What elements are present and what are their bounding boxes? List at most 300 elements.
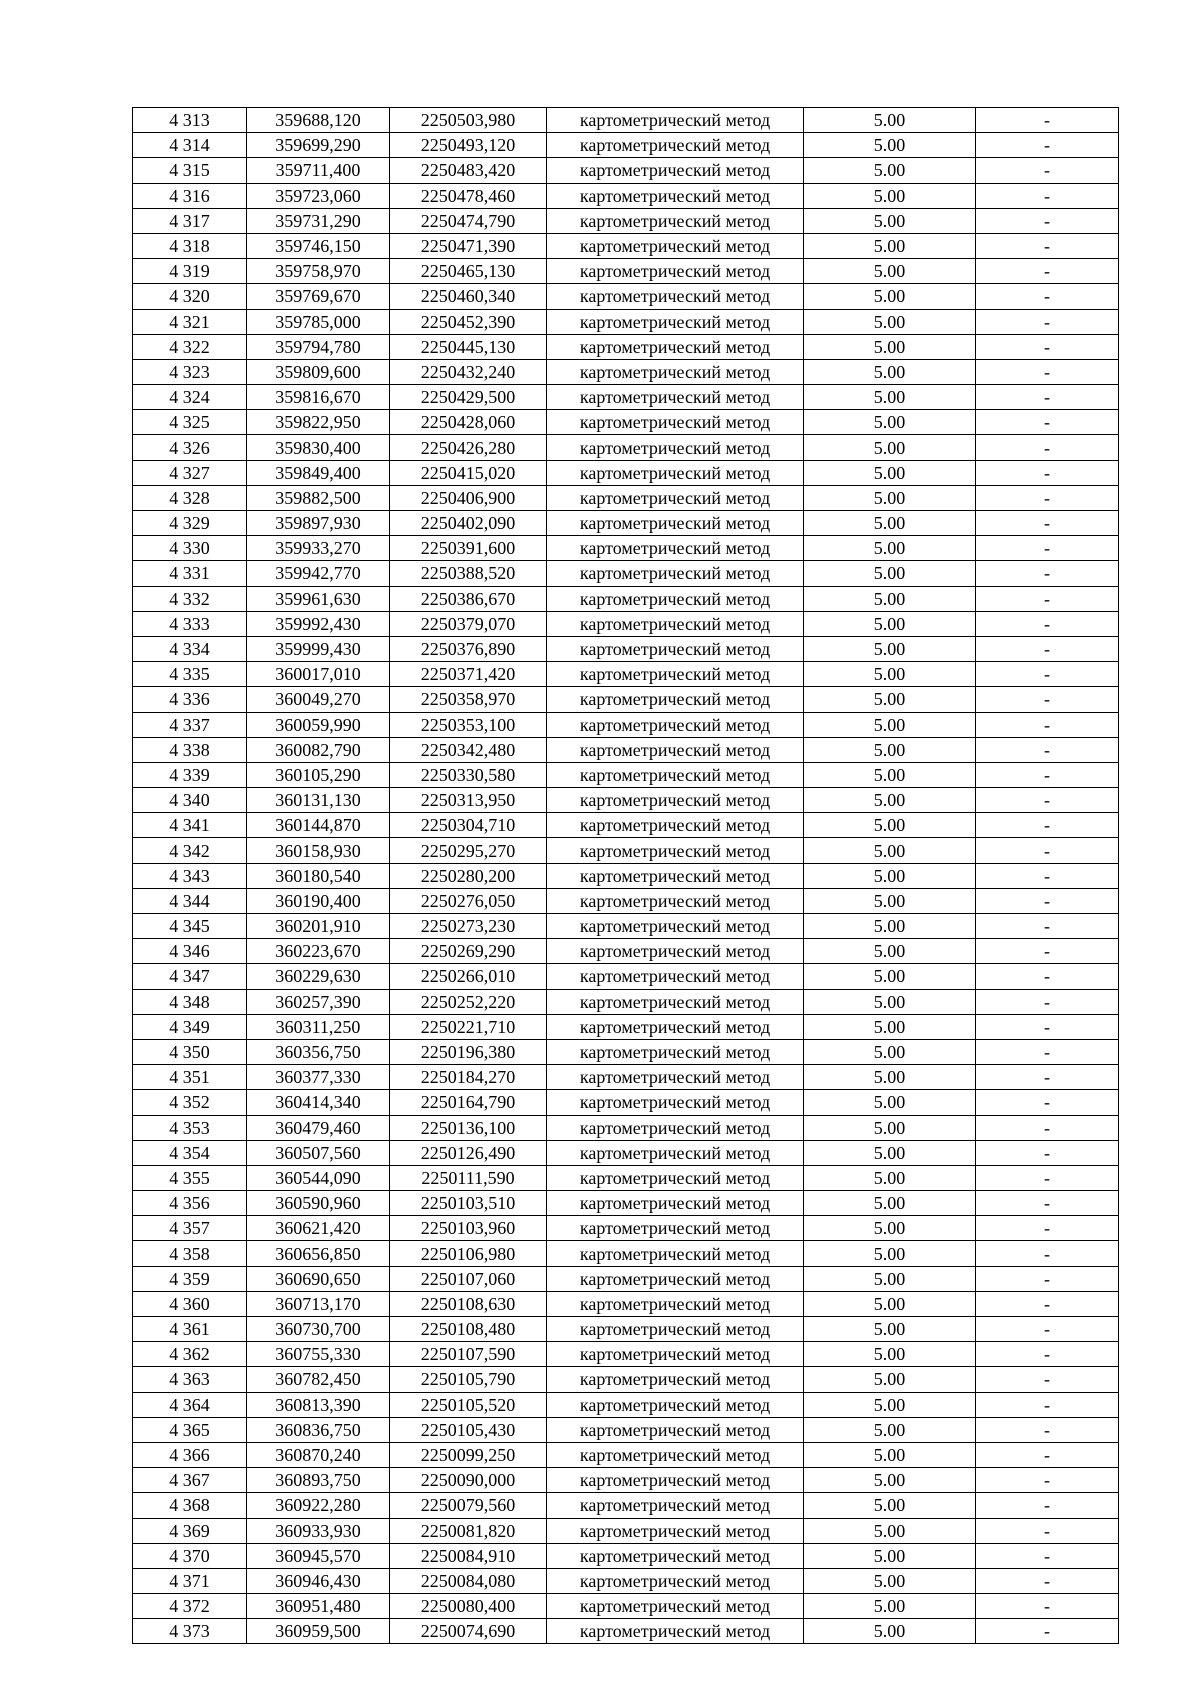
point-number-cell: 4 346 — [133, 939, 247, 964]
x-coordinate-cell: 359822,950 — [247, 410, 390, 435]
y-coordinate-cell: 2250330,580 — [390, 762, 547, 787]
y-coordinate-cell: 2250483,420 — [390, 158, 547, 183]
table-row — [133, 939, 1119, 964]
table-row — [133, 1039, 1119, 1064]
table-row — [133, 964, 1119, 989]
x-coordinate-cell: 360201,910 — [247, 914, 390, 939]
accuracy-cell: 5.00 — [804, 1039, 976, 1064]
method-cell: картометрический метод — [547, 561, 804, 586]
x-coordinate-cell: 359882,500 — [247, 485, 390, 510]
x-coordinate-cell: 359961,630 — [247, 586, 390, 611]
note-cell: - — [976, 888, 1119, 913]
note-cell: - — [976, 1493, 1119, 1518]
point-number-cell: 4 359 — [133, 1266, 247, 1291]
y-coordinate-cell: 2250105,520 — [390, 1392, 547, 1417]
point-number-cell: 4 366 — [133, 1442, 247, 1467]
method-cell: картометрический метод — [547, 1392, 804, 1417]
table-row — [133, 1241, 1119, 1266]
y-coordinate-cell: 2250081,820 — [390, 1518, 547, 1543]
y-coordinate-cell: 2250313,950 — [390, 788, 547, 813]
accuracy-cell: 5.00 — [804, 939, 976, 964]
point-number-cell: 4 335 — [133, 662, 247, 687]
method-cell: картометрический метод — [547, 1191, 804, 1216]
accuracy-cell: 5.00 — [804, 334, 976, 359]
y-coordinate-cell: 2250103,510 — [390, 1191, 547, 1216]
accuracy-cell: 5.00 — [804, 208, 976, 233]
table-row — [133, 133, 1119, 158]
method-cell: картометрический метод — [547, 636, 804, 661]
note-cell: - — [976, 1090, 1119, 1115]
point-number-cell: 4 315 — [133, 158, 247, 183]
y-coordinate-cell: 2250136,100 — [390, 1115, 547, 1140]
note-cell: - — [976, 712, 1119, 737]
accuracy-cell: 5.00 — [804, 536, 976, 561]
method-cell: картометрический метод — [547, 284, 804, 309]
point-number-cell: 4 371 — [133, 1568, 247, 1593]
note-cell: - — [976, 1241, 1119, 1266]
table-row — [133, 1291, 1119, 1316]
note-cell: - — [976, 1191, 1119, 1216]
accuracy-cell: 5.00 — [804, 1342, 976, 1367]
point-number-cell: 4 345 — [133, 914, 247, 939]
note-cell: - — [976, 636, 1119, 661]
accuracy-cell: 5.00 — [804, 1367, 976, 1392]
y-coordinate-cell: 2250196,380 — [390, 1039, 547, 1064]
table-row — [133, 1266, 1119, 1291]
table-row — [133, 1367, 1119, 1392]
accuracy-cell: 5.00 — [804, 410, 976, 435]
method-cell: картометрический метод — [547, 838, 804, 863]
table-row — [133, 334, 1119, 359]
method-cell: картометрический метод — [547, 863, 804, 888]
x-coordinate-cell: 360836,750 — [247, 1417, 390, 1442]
y-coordinate-cell: 2250266,010 — [390, 964, 547, 989]
method-cell: картометрический метод — [547, 1468, 804, 1493]
y-coordinate-cell: 2250107,590 — [390, 1342, 547, 1367]
table-row — [133, 1417, 1119, 1442]
point-number-cell: 4 314 — [133, 133, 247, 158]
table-row — [133, 989, 1119, 1014]
x-coordinate-cell: 360105,290 — [247, 762, 390, 787]
point-number-cell: 4 353 — [133, 1115, 247, 1140]
x-coordinate-cell: 360656,850 — [247, 1241, 390, 1266]
accuracy-cell: 5.00 — [804, 838, 976, 863]
y-coordinate-cell: 2250371,420 — [390, 662, 547, 687]
note-cell: - — [976, 485, 1119, 510]
x-coordinate-cell: 360311,250 — [247, 1014, 390, 1039]
point-number-cell: 4 362 — [133, 1342, 247, 1367]
point-number-cell: 4 334 — [133, 636, 247, 661]
x-coordinate-cell: 360257,390 — [247, 989, 390, 1014]
point-number-cell: 4 356 — [133, 1191, 247, 1216]
accuracy-cell: 5.00 — [804, 133, 976, 158]
y-coordinate-cell: 2250432,240 — [390, 359, 547, 384]
method-cell: картометрический метод — [547, 233, 804, 258]
x-coordinate-cell: 360959,500 — [247, 1619, 390, 1644]
point-number-cell: 4 333 — [133, 611, 247, 636]
y-coordinate-cell: 2250445,130 — [390, 334, 547, 359]
table-row — [133, 460, 1119, 485]
note-cell: - — [976, 964, 1119, 989]
note-cell: - — [976, 1442, 1119, 1467]
note-cell: - — [976, 1417, 1119, 1442]
coordinates-table — [132, 107, 1119, 1644]
x-coordinate-cell: 359942,770 — [247, 561, 390, 586]
table-row — [133, 1014, 1119, 1039]
table-row — [133, 1317, 1119, 1342]
y-coordinate-cell: 2250429,500 — [390, 385, 547, 410]
y-coordinate-cell: 2250358,970 — [390, 687, 547, 712]
point-number-cell: 4 369 — [133, 1518, 247, 1543]
x-coordinate-cell: 360951,480 — [247, 1594, 390, 1619]
point-number-cell: 4 324 — [133, 385, 247, 410]
note-cell: - — [976, 1165, 1119, 1190]
y-coordinate-cell: 2250080,400 — [390, 1594, 547, 1619]
y-coordinate-cell: 2250402,090 — [390, 511, 547, 536]
table-row — [133, 1140, 1119, 1165]
table-row — [133, 1543, 1119, 1568]
x-coordinate-cell: 360870,240 — [247, 1442, 390, 1467]
method-cell: картометрический метод — [547, 989, 804, 1014]
y-coordinate-cell: 2250126,490 — [390, 1140, 547, 1165]
point-number-cell: 4 363 — [133, 1367, 247, 1392]
note-cell: - — [976, 309, 1119, 334]
point-number-cell: 4 331 — [133, 561, 247, 586]
point-number-cell: 4 350 — [133, 1039, 247, 1064]
method-cell: картометрический метод — [547, 485, 804, 510]
y-coordinate-cell: 2250074,690 — [390, 1619, 547, 1644]
accuracy-cell: 5.00 — [804, 1468, 976, 1493]
method-cell: картометрический метод — [547, 1291, 804, 1316]
note-cell: - — [976, 1518, 1119, 1543]
y-coordinate-cell: 2250099,250 — [390, 1442, 547, 1467]
y-coordinate-cell: 2250386,670 — [390, 586, 547, 611]
table-row — [133, 359, 1119, 384]
method-cell: картометрический метод — [547, 1417, 804, 1442]
method-cell: картометрический метод — [547, 1619, 804, 1644]
point-number-cell: 4 364 — [133, 1392, 247, 1417]
table-row — [133, 1165, 1119, 1190]
y-coordinate-cell: 2250460,340 — [390, 284, 547, 309]
point-number-cell: 4 321 — [133, 309, 247, 334]
x-coordinate-cell: 360755,330 — [247, 1342, 390, 1367]
x-coordinate-cell: 360893,750 — [247, 1468, 390, 1493]
accuracy-cell: 5.00 — [804, 914, 976, 939]
note-cell: - — [976, 687, 1119, 712]
note-cell: - — [976, 1367, 1119, 1392]
method-cell: картометрический метод — [547, 737, 804, 762]
point-number-cell: 4 322 — [133, 334, 247, 359]
x-coordinate-cell: 360922,280 — [247, 1493, 390, 1518]
x-coordinate-cell: 360229,630 — [247, 964, 390, 989]
x-coordinate-cell: 359809,600 — [247, 359, 390, 384]
method-cell: картометрический метод — [547, 914, 804, 939]
x-coordinate-cell: 360414,340 — [247, 1090, 390, 1115]
note-cell: - — [976, 1619, 1119, 1644]
accuracy-cell: 5.00 — [804, 1594, 976, 1619]
y-coordinate-cell: 2250474,790 — [390, 208, 547, 233]
y-coordinate-cell: 2250471,390 — [390, 233, 547, 258]
table-row — [133, 1115, 1119, 1140]
y-coordinate-cell: 2250106,980 — [390, 1241, 547, 1266]
y-coordinate-cell: 2250084,910 — [390, 1543, 547, 1568]
table-row — [133, 788, 1119, 813]
note-cell: - — [976, 863, 1119, 888]
table-row — [133, 1442, 1119, 1467]
method-cell: картометрический метод — [547, 1140, 804, 1165]
table-row — [133, 838, 1119, 863]
note-cell: - — [976, 334, 1119, 359]
note-cell: - — [976, 435, 1119, 460]
y-coordinate-cell: 2250376,890 — [390, 636, 547, 661]
accuracy-cell: 5.00 — [804, 1317, 976, 1342]
note-cell: - — [976, 611, 1119, 636]
method-cell: картометрический метод — [547, 813, 804, 838]
x-coordinate-cell: 359758,970 — [247, 259, 390, 284]
x-coordinate-cell: 360017,010 — [247, 662, 390, 687]
x-coordinate-cell: 359794,780 — [247, 334, 390, 359]
y-coordinate-cell: 2250503,980 — [390, 108, 547, 133]
point-number-cell: 4 348 — [133, 989, 247, 1014]
point-number-cell: 4 358 — [133, 1241, 247, 1266]
accuracy-cell: 5.00 — [804, 485, 976, 510]
accuracy-cell: 5.00 — [804, 1442, 976, 1467]
table-row — [133, 888, 1119, 913]
point-number-cell: 4 344 — [133, 888, 247, 913]
table-row — [133, 1392, 1119, 1417]
method-cell: картометрический метод — [547, 1241, 804, 1266]
accuracy-cell: 5.00 — [804, 863, 976, 888]
x-coordinate-cell: 360945,570 — [247, 1543, 390, 1568]
x-coordinate-cell: 360131,130 — [247, 788, 390, 813]
x-coordinate-cell: 360713,170 — [247, 1291, 390, 1316]
accuracy-cell: 5.00 — [804, 259, 976, 284]
y-coordinate-cell: 2250108,480 — [390, 1317, 547, 1342]
table-row — [133, 863, 1119, 888]
accuracy-cell: 5.00 — [804, 1619, 976, 1644]
table-row — [133, 183, 1119, 208]
accuracy-cell: 5.00 — [804, 385, 976, 410]
table-row — [133, 485, 1119, 510]
coordinates-table-body — [133, 108, 1119, 1644]
accuracy-cell: 5.00 — [804, 1568, 976, 1593]
y-coordinate-cell: 2250221,710 — [390, 1014, 547, 1039]
y-coordinate-cell: 2250105,790 — [390, 1367, 547, 1392]
accuracy-cell: 5.00 — [804, 1392, 976, 1417]
accuracy-cell: 5.00 — [804, 1266, 976, 1291]
note-cell: - — [976, 989, 1119, 1014]
table-row — [133, 636, 1119, 661]
note-cell: - — [976, 385, 1119, 410]
y-coordinate-cell: 2250273,230 — [390, 914, 547, 939]
method-cell: картометрический метод — [547, 511, 804, 536]
x-coordinate-cell: 360813,390 — [247, 1392, 390, 1417]
method-cell: картометрический метод — [547, 536, 804, 561]
note-cell: - — [976, 1216, 1119, 1241]
table-row — [133, 586, 1119, 611]
note-cell: - — [976, 788, 1119, 813]
method-cell: картометрический метод — [547, 1442, 804, 1467]
table-row — [133, 1468, 1119, 1493]
note-cell: - — [976, 1543, 1119, 1568]
point-number-cell: 4 352 — [133, 1090, 247, 1115]
x-coordinate-cell: 360946,430 — [247, 1568, 390, 1593]
accuracy-cell: 5.00 — [804, 359, 976, 384]
note-cell: - — [976, 1065, 1119, 1090]
note-cell: - — [976, 158, 1119, 183]
table-row — [133, 914, 1119, 939]
accuracy-cell: 5.00 — [804, 1493, 976, 1518]
point-number-cell: 4 365 — [133, 1417, 247, 1442]
method-cell: картометрический метод — [547, 888, 804, 913]
method-cell: картометрический метод — [547, 208, 804, 233]
y-coordinate-cell: 2250164,790 — [390, 1090, 547, 1115]
document-page — [132, 107, 1118, 1644]
table-row — [133, 1493, 1119, 1518]
method-cell: картометрический метод — [547, 359, 804, 384]
method-cell: картометрический метод — [547, 460, 804, 485]
x-coordinate-cell: 360223,670 — [247, 939, 390, 964]
y-coordinate-cell: 2250280,200 — [390, 863, 547, 888]
method-cell: картометрический метод — [547, 1065, 804, 1090]
method-cell: картометрический метод — [547, 1518, 804, 1543]
method-cell: картометрический метод — [547, 1594, 804, 1619]
note-cell: - — [976, 359, 1119, 384]
table-row — [133, 712, 1119, 737]
y-coordinate-cell: 2250391,600 — [390, 536, 547, 561]
y-coordinate-cell: 2250426,280 — [390, 435, 547, 460]
table-row — [133, 1216, 1119, 1241]
x-coordinate-cell: 359769,670 — [247, 284, 390, 309]
x-coordinate-cell: 359731,290 — [247, 208, 390, 233]
method-cell: картометрический метод — [547, 712, 804, 737]
accuracy-cell: 5.00 — [804, 1518, 976, 1543]
x-coordinate-cell: 360507,560 — [247, 1140, 390, 1165]
note-cell: - — [976, 762, 1119, 787]
note-cell: - — [976, 284, 1119, 309]
accuracy-cell: 5.00 — [804, 511, 976, 536]
note-cell: - — [976, 1392, 1119, 1417]
x-coordinate-cell: 360049,270 — [247, 687, 390, 712]
table-row — [133, 561, 1119, 586]
y-coordinate-cell: 2250388,520 — [390, 561, 547, 586]
table-row — [133, 611, 1119, 636]
x-coordinate-cell: 360544,090 — [247, 1165, 390, 1190]
x-coordinate-cell: 360590,960 — [247, 1191, 390, 1216]
method-cell: картометрический метод — [547, 410, 804, 435]
note-cell: - — [976, 233, 1119, 258]
accuracy-cell: 5.00 — [804, 813, 976, 838]
point-number-cell: 4 323 — [133, 359, 247, 384]
x-coordinate-cell: 359723,060 — [247, 183, 390, 208]
accuracy-cell: 5.00 — [804, 611, 976, 636]
note-cell: - — [976, 1568, 1119, 1593]
x-coordinate-cell: 360180,540 — [247, 863, 390, 888]
method-cell: картометрический метод — [547, 586, 804, 611]
method-cell: картометрический метод — [547, 1266, 804, 1291]
accuracy-cell: 5.00 — [804, 1543, 976, 1568]
x-coordinate-cell: 359830,400 — [247, 435, 390, 460]
x-coordinate-cell: 359999,430 — [247, 636, 390, 661]
accuracy-cell: 5.00 — [804, 737, 976, 762]
x-coordinate-cell: 360933,930 — [247, 1518, 390, 1543]
accuracy-cell: 5.00 — [804, 1191, 976, 1216]
table-row — [133, 813, 1119, 838]
method-cell: картометрический метод — [547, 158, 804, 183]
accuracy-cell: 5.00 — [804, 1165, 976, 1190]
method-cell: картометрический метод — [547, 259, 804, 284]
note-cell: - — [976, 1140, 1119, 1165]
table-row — [133, 762, 1119, 787]
table-row — [133, 385, 1119, 410]
method-cell: картометрический метод — [547, 385, 804, 410]
table-row — [133, 309, 1119, 334]
y-coordinate-cell: 2250184,270 — [390, 1065, 547, 1090]
point-number-cell: 4 368 — [133, 1493, 247, 1518]
y-coordinate-cell: 2250105,430 — [390, 1417, 547, 1442]
point-number-cell: 4 317 — [133, 208, 247, 233]
accuracy-cell: 5.00 — [804, 1090, 976, 1115]
y-coordinate-cell: 2250304,710 — [390, 813, 547, 838]
point-number-cell: 4 320 — [133, 284, 247, 309]
x-coordinate-cell: 360730,700 — [247, 1317, 390, 1342]
point-number-cell: 4 328 — [133, 485, 247, 510]
point-number-cell: 4 341 — [133, 813, 247, 838]
table-row — [133, 687, 1119, 712]
table-row — [133, 1568, 1119, 1593]
point-number-cell: 4 354 — [133, 1140, 247, 1165]
y-coordinate-cell: 2250493,120 — [390, 133, 547, 158]
method-cell: картометрический метод — [547, 1216, 804, 1241]
y-coordinate-cell: 2250342,480 — [390, 737, 547, 762]
note-cell: - — [976, 914, 1119, 939]
point-number-cell: 4 357 — [133, 1216, 247, 1241]
method-cell: картометрический метод — [547, 1039, 804, 1064]
method-cell: картометрический метод — [547, 183, 804, 208]
method-cell: картометрический метод — [547, 762, 804, 787]
table-row — [133, 1518, 1119, 1543]
y-coordinate-cell: 2250079,560 — [390, 1493, 547, 1518]
table-row — [133, 108, 1119, 133]
point-number-cell: 4 373 — [133, 1619, 247, 1644]
method-cell: картометрический метод — [547, 611, 804, 636]
point-number-cell: 4 326 — [133, 435, 247, 460]
point-number-cell: 4 337 — [133, 712, 247, 737]
note-cell: - — [976, 511, 1119, 536]
x-coordinate-cell: 359933,270 — [247, 536, 390, 561]
point-number-cell: 4 370 — [133, 1543, 247, 1568]
accuracy-cell: 5.00 — [804, 1417, 976, 1442]
point-number-cell: 4 339 — [133, 762, 247, 787]
method-cell: картометрический метод — [547, 334, 804, 359]
x-coordinate-cell: 360782,450 — [247, 1367, 390, 1392]
point-number-cell: 4 355 — [133, 1165, 247, 1190]
point-number-cell: 4 360 — [133, 1291, 247, 1316]
note-cell: - — [976, 1291, 1119, 1316]
table-row — [133, 158, 1119, 183]
point-number-cell: 4 343 — [133, 863, 247, 888]
note-cell: - — [976, 939, 1119, 964]
accuracy-cell: 5.00 — [804, 233, 976, 258]
point-number-cell: 4 327 — [133, 460, 247, 485]
accuracy-cell: 5.00 — [804, 662, 976, 687]
method-cell: картометрический метод — [547, 662, 804, 687]
y-coordinate-cell: 2250111,590 — [390, 1165, 547, 1190]
table-row — [133, 435, 1119, 460]
table-row — [133, 662, 1119, 687]
point-number-cell: 4 342 — [133, 838, 247, 863]
table-row — [133, 1090, 1119, 1115]
